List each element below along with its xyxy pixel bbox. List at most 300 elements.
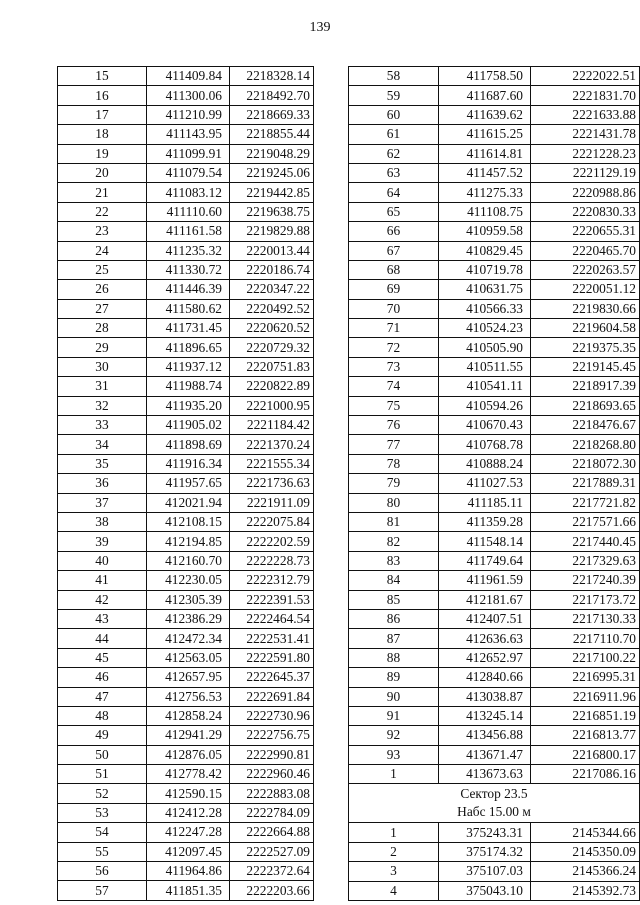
x-coordinate-cell: 411099.91 <box>147 144 230 163</box>
point-number-cell: 38 <box>58 512 147 531</box>
y-coordinate-cell: 2145344.66 <box>531 823 640 842</box>
table-row <box>349 105 640 124</box>
y-coordinate-cell: 2218268.80 <box>531 435 640 454</box>
point-number-cell: 20 <box>58 163 147 182</box>
point-number-cell: 43 <box>58 609 147 628</box>
table-row <box>349 881 640 900</box>
point-number-cell: 2 <box>349 842 439 861</box>
table-row <box>349 222 640 241</box>
x-coordinate-cell: 412160.70 <box>147 551 230 570</box>
table-row <box>58 396 314 415</box>
table-row <box>349 144 640 163</box>
point-number-cell: 83 <box>349 551 439 570</box>
point-number-cell: 92 <box>349 726 439 745</box>
table-row <box>58 609 314 628</box>
point-number-cell: 74 <box>349 377 439 396</box>
y-coordinate-cell: 2219829.88 <box>230 222 314 241</box>
x-coordinate-cell: 411615.25 <box>439 125 531 144</box>
point-number-cell: 57 <box>58 881 147 900</box>
table-row <box>349 668 640 687</box>
table-row <box>58 474 314 493</box>
table-row <box>58 765 314 784</box>
y-coordinate-cell: 2220347.22 <box>230 280 314 299</box>
table-row <box>349 416 640 435</box>
x-coordinate-cell: 411639.62 <box>439 105 531 124</box>
y-coordinate-cell: 2221000.95 <box>230 396 314 415</box>
y-coordinate-cell: 2222784.09 <box>230 803 314 822</box>
point-number-cell: 41 <box>58 571 147 590</box>
x-coordinate-cell: 413245.14 <box>439 706 531 725</box>
y-coordinate-cell: 2222645.37 <box>230 668 314 687</box>
point-number-cell: 36 <box>58 474 147 493</box>
x-coordinate-cell: 411957.65 <box>147 474 230 493</box>
point-number-cell: 90 <box>349 687 439 706</box>
y-coordinate-cell: 2222372.64 <box>230 862 314 881</box>
x-coordinate-cell: 412386.29 <box>147 609 230 628</box>
point-number-cell: 62 <box>349 144 439 163</box>
table-row <box>58 454 314 473</box>
point-number-cell: 23 <box>58 222 147 241</box>
y-coordinate-cell: 2222960.46 <box>230 765 314 784</box>
point-number-cell: 88 <box>349 648 439 667</box>
table-row <box>349 280 640 299</box>
y-coordinate-cell: 2219375.35 <box>531 338 640 357</box>
table-row <box>58 668 314 687</box>
x-coordinate-cell: 412756.53 <box>147 687 230 706</box>
table-row <box>58 532 314 551</box>
point-number-cell: 30 <box>58 357 147 376</box>
y-coordinate-cell: 2222990.81 <box>230 745 314 764</box>
x-coordinate-cell: 410524.23 <box>439 319 531 338</box>
y-coordinate-cell: 2222022.51 <box>531 67 640 86</box>
y-coordinate-cell: 2222391.53 <box>230 590 314 609</box>
point-number-cell: 52 <box>58 784 147 803</box>
y-coordinate-cell: 2217110.70 <box>531 629 640 648</box>
x-coordinate-cell: 410670.43 <box>439 416 531 435</box>
y-coordinate-cell: 2221184.42 <box>230 416 314 435</box>
section-header-row <box>349 784 640 823</box>
table-row <box>349 241 640 260</box>
x-coordinate-cell: 412407.51 <box>439 609 531 628</box>
x-coordinate-cell: 412590.15 <box>147 784 230 803</box>
y-coordinate-cell: 2216851.19 <box>531 706 640 725</box>
table-row <box>58 590 314 609</box>
y-coordinate-cell: 2218693.65 <box>531 396 640 415</box>
point-number-cell: 22 <box>58 202 147 221</box>
x-coordinate-cell: 410594.26 <box>439 396 531 415</box>
x-coordinate-cell: 411235.32 <box>147 241 230 260</box>
x-coordinate-cell: 413673.63 <box>439 765 531 784</box>
x-coordinate-cell: 412657.95 <box>147 668 230 687</box>
y-coordinate-cell: 2217889.31 <box>531 474 640 493</box>
x-coordinate-cell: 412941.29 <box>147 726 230 745</box>
y-coordinate-cell: 2145350.09 <box>531 842 640 861</box>
table-row <box>58 280 314 299</box>
table-row <box>349 163 640 182</box>
x-coordinate-cell: 411409.84 <box>147 67 230 86</box>
y-coordinate-cell: 2217100.22 <box>531 648 640 667</box>
x-coordinate-cell: 411961.59 <box>439 571 531 590</box>
y-coordinate-cell: 2222883.08 <box>230 784 314 803</box>
x-coordinate-cell: 411210.99 <box>147 105 230 124</box>
x-coordinate-cell: 412230.05 <box>147 571 230 590</box>
point-number-cell: 76 <box>349 416 439 435</box>
y-coordinate-cell: 2221555.34 <box>230 454 314 473</box>
x-coordinate-cell: 411548.14 <box>439 532 531 551</box>
section-subtitle: Набс 15.00 м <box>457 804 531 820</box>
x-coordinate-cell: 412194.85 <box>147 532 230 551</box>
x-coordinate-cell: 413456.88 <box>439 726 531 745</box>
x-coordinate-cell: 410631.75 <box>439 280 531 299</box>
y-coordinate-cell: 2218917.39 <box>531 377 640 396</box>
point-number-cell: 61 <box>349 125 439 144</box>
x-coordinate-cell: 411275.33 <box>439 183 531 202</box>
table-row <box>58 319 314 338</box>
y-coordinate-cell: 2145366.24 <box>531 862 640 881</box>
x-coordinate-cell: 411731.45 <box>147 319 230 338</box>
table-row <box>349 609 640 628</box>
x-coordinate-cell: 411161.58 <box>147 222 230 241</box>
point-number-cell: 1 <box>349 765 439 784</box>
point-number-cell: 39 <box>58 532 147 551</box>
x-coordinate-cell: 411749.64 <box>439 551 531 570</box>
table-row <box>349 745 640 764</box>
table-row <box>349 648 640 667</box>
point-number-cell: 48 <box>58 706 147 725</box>
x-coordinate-cell: 375174.32 <box>439 842 531 861</box>
table-row <box>58 881 314 900</box>
table-row <box>58 338 314 357</box>
y-coordinate-cell: 2217571.66 <box>531 512 640 531</box>
y-coordinate-cell: 2220465.70 <box>531 241 640 260</box>
point-number-cell: 78 <box>349 454 439 473</box>
x-coordinate-cell: 411108.75 <box>439 202 531 221</box>
x-coordinate-cell: 411905.02 <box>147 416 230 435</box>
point-number-cell: 24 <box>58 241 147 260</box>
table-row <box>349 396 640 415</box>
point-number-cell: 16 <box>58 86 147 105</box>
y-coordinate-cell: 2217173.72 <box>531 590 640 609</box>
point-number-cell: 32 <box>58 396 147 415</box>
table-row <box>58 67 314 86</box>
point-number-cell: 81 <box>349 512 439 531</box>
x-coordinate-cell: 411758.50 <box>439 67 531 86</box>
table-row <box>349 357 640 376</box>
table-row <box>58 551 314 570</box>
point-number-cell: 44 <box>58 629 147 648</box>
x-coordinate-cell: 411916.34 <box>147 454 230 473</box>
point-number-cell: 56 <box>58 862 147 881</box>
x-coordinate-cell: 410541.11 <box>439 377 531 396</box>
table-row <box>58 435 314 454</box>
point-number-cell: 55 <box>58 842 147 861</box>
table-row <box>58 706 314 725</box>
point-number-cell: 58 <box>349 67 439 86</box>
section-header <box>349 784 640 823</box>
y-coordinate-cell: 2219048.29 <box>230 144 314 163</box>
point-number-cell: 33 <box>58 416 147 435</box>
table-row <box>349 474 640 493</box>
point-number-cell: 71 <box>349 319 439 338</box>
table-row <box>349 183 640 202</box>
point-number-cell: 59 <box>349 86 439 105</box>
y-coordinate-cell: 2220655.31 <box>531 222 640 241</box>
point-number-cell: 70 <box>349 299 439 318</box>
point-number-cell: 93 <box>349 745 439 764</box>
x-coordinate-cell: 375043.10 <box>439 881 531 900</box>
table-row <box>349 377 640 396</box>
x-coordinate-cell: 411185.11 <box>439 493 531 512</box>
y-coordinate-cell: 2220051.12 <box>531 280 640 299</box>
y-coordinate-cell: 2222464.54 <box>230 609 314 628</box>
x-coordinate-cell: 411027.53 <box>439 474 531 493</box>
point-number-cell: 69 <box>349 280 439 299</box>
y-coordinate-cell: 2217086.16 <box>531 765 640 784</box>
table-row <box>58 842 314 861</box>
table-row <box>58 357 314 376</box>
table-row <box>349 454 640 473</box>
section-title: Сектор 23.5 <box>460 786 528 802</box>
x-coordinate-cell: 412305.39 <box>147 590 230 609</box>
point-number-cell: 49 <box>58 726 147 745</box>
point-number-cell: 19 <box>58 144 147 163</box>
table-row <box>58 803 314 822</box>
y-coordinate-cell: 2222756.75 <box>230 726 314 745</box>
y-coordinate-cell: 2221228.23 <box>531 144 640 163</box>
y-coordinate-cell: 2217329.63 <box>531 551 640 570</box>
table-row <box>58 105 314 124</box>
table-row <box>58 222 314 241</box>
y-coordinate-cell: 2222203.66 <box>230 881 314 900</box>
table-row <box>58 86 314 105</box>
y-coordinate-cell: 2219604.58 <box>531 319 640 338</box>
table-row <box>58 862 314 881</box>
y-coordinate-cell: 2216813.77 <box>531 726 640 745</box>
y-coordinate-cell: 2222591.80 <box>230 648 314 667</box>
point-number-cell: 45 <box>58 648 147 667</box>
y-coordinate-cell: 2217240.39 <box>531 571 640 590</box>
y-coordinate-cell: 2222730.96 <box>230 706 314 725</box>
point-number-cell: 63 <box>349 163 439 182</box>
table-row <box>349 823 640 842</box>
table-row <box>349 202 640 221</box>
x-coordinate-cell: 412840.66 <box>439 668 531 687</box>
page-number: 139 <box>309 20 331 35</box>
point-number-cell: 15 <box>58 67 147 86</box>
y-coordinate-cell: 2218072.30 <box>531 454 640 473</box>
y-coordinate-cell: 2220620.52 <box>230 319 314 338</box>
table-row <box>349 67 640 86</box>
y-coordinate-cell: 2222531.41 <box>230 629 314 648</box>
y-coordinate-cell: 2220263.57 <box>531 260 640 279</box>
y-coordinate-cell: 2216995.31 <box>531 668 640 687</box>
y-coordinate-cell: 2217721.82 <box>531 493 640 512</box>
y-coordinate-cell: 2221831.70 <box>531 86 640 105</box>
y-coordinate-cell: 2220988.86 <box>531 183 640 202</box>
right-table-body <box>349 67 640 901</box>
x-coordinate-cell: 410829.45 <box>439 241 531 260</box>
point-number-cell: 80 <box>349 493 439 512</box>
table-row <box>349 842 640 861</box>
point-number-cell: 35 <box>58 454 147 473</box>
y-coordinate-cell: 2222664.88 <box>230 823 314 842</box>
point-number-cell: 37 <box>58 493 147 512</box>
point-number-cell: 65 <box>349 202 439 221</box>
x-coordinate-cell: 412636.63 <box>439 629 531 648</box>
x-coordinate-cell: 412097.45 <box>147 842 230 861</box>
point-number-cell: 54 <box>58 823 147 842</box>
x-coordinate-cell: 412021.94 <box>147 493 230 512</box>
table-row <box>349 532 640 551</box>
x-coordinate-cell: 411896.65 <box>147 338 230 357</box>
y-coordinate-cell: 2222228.73 <box>230 551 314 570</box>
table-row <box>349 571 640 590</box>
point-number-cell: 68 <box>349 260 439 279</box>
coordinates-table-left <box>57 66 314 901</box>
table-row <box>58 745 314 764</box>
table-row <box>349 260 640 279</box>
y-coordinate-cell: 2218328.14 <box>230 67 314 86</box>
table-row <box>58 629 314 648</box>
point-number-cell: 53 <box>58 803 147 822</box>
x-coordinate-cell: 410505.90 <box>439 338 531 357</box>
table-row <box>58 299 314 318</box>
x-coordinate-cell: 411143.95 <box>147 125 230 144</box>
point-number-cell: 77 <box>349 435 439 454</box>
table-row <box>349 687 640 706</box>
y-coordinate-cell: 2222312.79 <box>230 571 314 590</box>
x-coordinate-cell: 410566.33 <box>439 299 531 318</box>
table-row <box>58 241 314 260</box>
point-number-cell: 86 <box>349 609 439 628</box>
table-row <box>349 706 640 725</box>
coordinates-table-right <box>348 66 640 901</box>
point-number-cell: 82 <box>349 532 439 551</box>
point-number-cell: 26 <box>58 280 147 299</box>
table-row <box>349 319 640 338</box>
y-coordinate-cell: 2222202.59 <box>230 532 314 551</box>
x-coordinate-cell: 410719.78 <box>439 260 531 279</box>
table-row <box>349 590 640 609</box>
x-coordinate-cell: 412412.28 <box>147 803 230 822</box>
y-coordinate-cell: 2222075.84 <box>230 512 314 531</box>
y-coordinate-cell: 2221129.19 <box>531 163 640 182</box>
x-coordinate-cell: 411083.12 <box>147 183 230 202</box>
point-number-cell: 72 <box>349 338 439 357</box>
table-row <box>58 202 314 221</box>
table-row <box>349 551 640 570</box>
table-row <box>349 493 640 512</box>
x-coordinate-cell: 410888.24 <box>439 454 531 473</box>
table-row <box>58 493 314 512</box>
x-coordinate-cell: 412247.28 <box>147 823 230 842</box>
point-number-cell: 67 <box>349 241 439 260</box>
y-coordinate-cell: 2220830.33 <box>531 202 640 221</box>
table-row <box>58 687 314 706</box>
y-coordinate-cell: 2145392.73 <box>531 881 640 900</box>
point-number-cell: 64 <box>349 183 439 202</box>
table-row <box>349 435 640 454</box>
table-row <box>349 862 640 881</box>
y-coordinate-cell: 2216800.17 <box>531 745 640 764</box>
x-coordinate-cell: 410511.55 <box>439 357 531 376</box>
left-table-body <box>58 67 314 901</box>
y-coordinate-cell: 2218492.70 <box>230 86 314 105</box>
x-coordinate-cell: 412181.67 <box>439 590 531 609</box>
point-number-cell: 84 <box>349 571 439 590</box>
table-row <box>58 125 314 144</box>
table-row <box>349 765 640 784</box>
y-coordinate-cell: 2216911.96 <box>531 687 640 706</box>
x-coordinate-cell: 412858.24 <box>147 706 230 725</box>
point-number-cell: 28 <box>58 319 147 338</box>
y-coordinate-cell: 2220492.52 <box>230 299 314 318</box>
point-number-cell: 4 <box>349 881 439 900</box>
y-coordinate-cell: 2219830.66 <box>531 299 640 318</box>
point-number-cell: 29 <box>58 338 147 357</box>
point-number-cell: 60 <box>349 105 439 124</box>
x-coordinate-cell: 411359.28 <box>439 512 531 531</box>
point-number-cell: 25 <box>58 260 147 279</box>
y-coordinate-cell: 2217440.45 <box>531 532 640 551</box>
y-coordinate-cell: 2219442.85 <box>230 183 314 202</box>
x-coordinate-cell: 411457.52 <box>439 163 531 182</box>
y-coordinate-cell: 2220751.83 <box>230 357 314 376</box>
y-coordinate-cell: 2219638.75 <box>230 202 314 221</box>
table-row <box>58 512 314 531</box>
point-number-cell: 75 <box>349 396 439 415</box>
y-coordinate-cell: 2219145.45 <box>531 357 640 376</box>
point-number-cell: 17 <box>58 105 147 124</box>
point-number-cell: 89 <box>349 668 439 687</box>
table-row <box>58 377 314 396</box>
y-coordinate-cell: 2222691.84 <box>230 687 314 706</box>
x-coordinate-cell: 411614.81 <box>439 144 531 163</box>
table-row <box>58 784 314 803</box>
x-coordinate-cell: 411330.72 <box>147 260 230 279</box>
y-coordinate-cell: 2219245.06 <box>230 163 314 182</box>
point-number-cell: 66 <box>349 222 439 241</box>
point-number-cell: 73 <box>349 357 439 376</box>
x-coordinate-cell: 410768.78 <box>439 435 531 454</box>
y-coordinate-cell: 2218476.67 <box>531 416 640 435</box>
y-coordinate-cell: 2221633.88 <box>531 105 640 124</box>
table-row <box>349 726 640 745</box>
y-coordinate-cell: 2221431.78 <box>531 125 640 144</box>
point-number-cell: 42 <box>58 590 147 609</box>
x-coordinate-cell: 411580.62 <box>147 299 230 318</box>
table-row <box>58 183 314 202</box>
table-row <box>349 512 640 531</box>
point-number-cell: 91 <box>349 706 439 725</box>
y-coordinate-cell: 2220013.44 <box>230 241 314 260</box>
y-coordinate-cell: 2220822.89 <box>230 377 314 396</box>
table-row <box>58 260 314 279</box>
y-coordinate-cell: 2218855.44 <box>230 125 314 144</box>
y-coordinate-cell: 2217130.33 <box>531 609 640 628</box>
table-row <box>58 416 314 435</box>
y-coordinate-cell: 2222527.09 <box>230 842 314 861</box>
x-coordinate-cell: 413038.87 <box>439 687 531 706</box>
x-coordinate-cell: 411935.20 <box>147 396 230 415</box>
x-coordinate-cell: 411300.06 <box>147 86 230 105</box>
point-number-cell: 46 <box>58 668 147 687</box>
x-coordinate-cell: 412108.15 <box>147 512 230 531</box>
y-coordinate-cell: 2218669.33 <box>230 105 314 124</box>
x-coordinate-cell: 412563.05 <box>147 648 230 667</box>
x-coordinate-cell: 412472.34 <box>147 629 230 648</box>
point-number-cell: 31 <box>58 377 147 396</box>
